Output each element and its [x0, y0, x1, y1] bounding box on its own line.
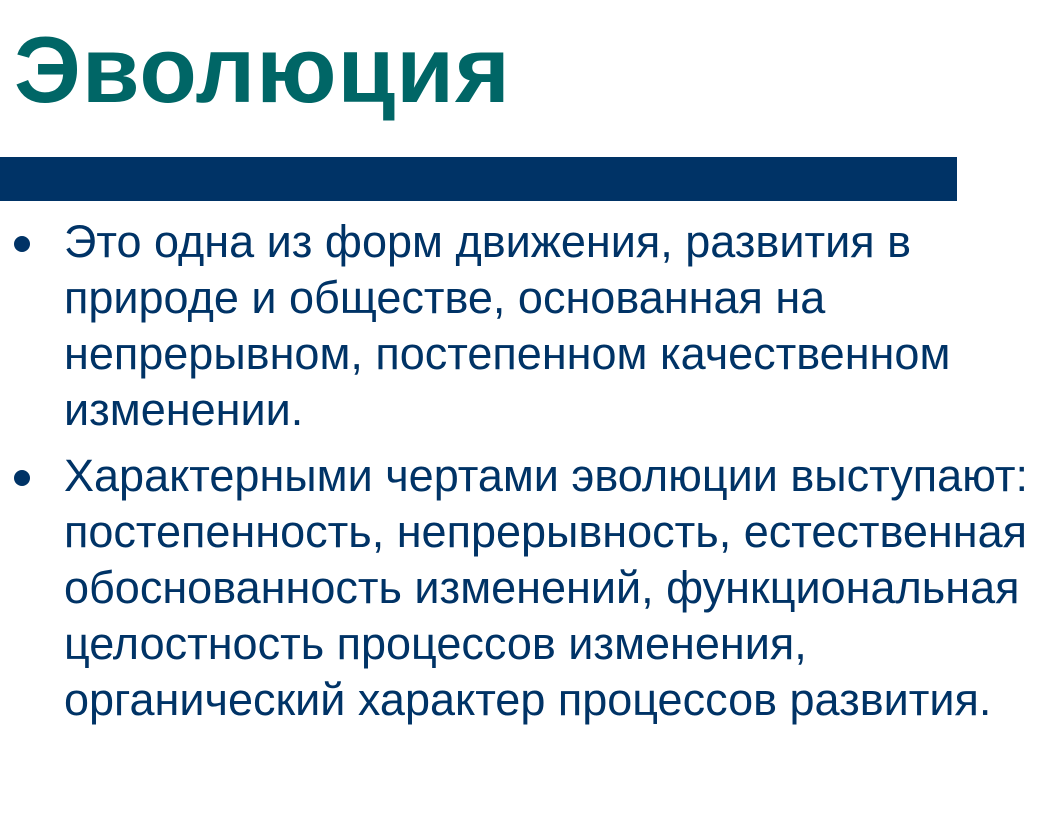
bullet-dot-icon — [14, 470, 30, 486]
bullet-dot-icon — [14, 236, 30, 252]
bullet-item-features — [0, 448, 1060, 728]
slide-title: Эволюция — [14, 17, 511, 122]
bullet-text: Характерными чертами эволюции выступают: постепенность, непрерывность, естественная обоснованность изменений, функциональная целостность процессов изменения, органический характер процессов развития. — [64, 450, 1029, 725]
bullet-item-definition — [0, 214, 1060, 438]
bullet-text: Это одна из форм движения, развития в природе и обществе, основанная на непрерывном, постепенном качественном изменении. — [64, 216, 951, 435]
bullet-list — [0, 214, 1060, 738]
title-underline-bar — [0, 157, 957, 201]
